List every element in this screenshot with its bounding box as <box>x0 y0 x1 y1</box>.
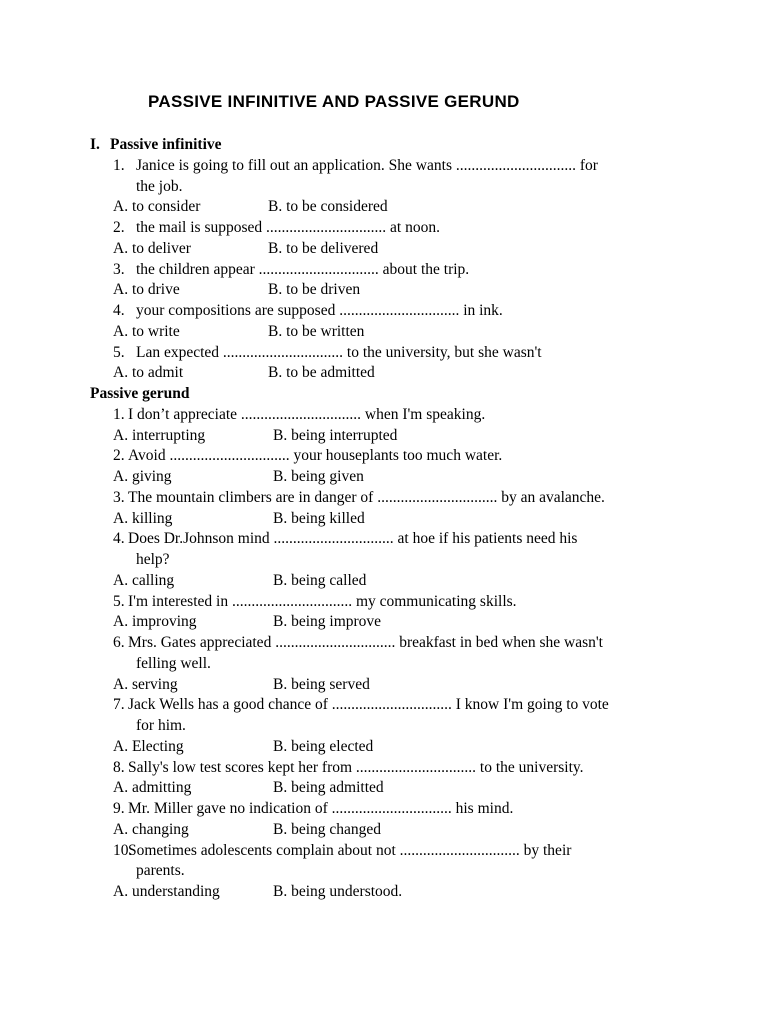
option-b: B. being improve <box>273 613 382 631</box>
question-number: 5. <box>113 343 125 361</box>
option-a: A. giving <box>113 468 172 485</box>
worksheet-content <box>90 135 690 903</box>
question-text: Lan expected ............................... to the university, but she wasn't <box>136 343 542 361</box>
option-b: B. being understood. <box>273 883 403 900</box>
section-heading-passive-infinitive <box>90 135 690 156</box>
question-line <box>90 799 690 820</box>
option-a: A. to write <box>113 322 180 340</box>
option-a: A. to deliver <box>113 239 191 257</box>
question-number: 8. <box>113 758 125 776</box>
answer-options <box>90 820 690 841</box>
question-line <box>90 301 690 322</box>
question-continuation: the job. <box>136 177 183 195</box>
option-b: B. to be admitted <box>268 364 375 382</box>
question-line <box>90 405 690 426</box>
question-text: Avoid ............................... your houseplants too much water. <box>128 447 503 465</box>
answer-options <box>90 322 690 343</box>
option-b: B. to be written <box>268 322 365 340</box>
question-number: 2. <box>113 219 125 236</box>
answer-options <box>90 675 690 696</box>
option-b: B. to be driven <box>268 281 361 299</box>
option-b: B. being interrupted <box>273 426 398 444</box>
question-text: I'm interested in ............................... my communicating skills. <box>128 592 517 610</box>
option-b: B. to be delivered <box>268 239 379 257</box>
question-line <box>90 446 690 467</box>
question-number: 10. <box>113 841 133 859</box>
question-continuation: parents. <box>136 862 185 880</box>
option-a: A. Electing <box>113 737 184 755</box>
question-number: 2. <box>113 447 125 465</box>
option-a: A. to drive <box>113 281 180 299</box>
option-a: A. admitting <box>113 779 192 797</box>
question-line <box>90 695 690 716</box>
option-b: B. being changed <box>273 820 382 838</box>
answer-options <box>90 197 690 218</box>
option-a: A. serving <box>113 675 178 693</box>
answer-options <box>90 280 690 301</box>
question-number: 9. <box>113 800 125 817</box>
question-number: 5. <box>113 592 125 610</box>
question-line <box>90 343 690 364</box>
question-line <box>90 156 690 177</box>
question-line <box>90 529 690 550</box>
answer-options <box>90 467 690 488</box>
question-continuation: for him. <box>136 717 186 734</box>
question-text: the mail is supposed ............................... at noon. <box>136 219 440 236</box>
question-number: 7. <box>113 696 125 714</box>
section-number: I. <box>90 136 100 153</box>
question-text: Sally's low test scores kept her from ............................... to the university. <box>128 758 584 776</box>
question-text: The mountain climbers are in danger of ............................... by an avalanche. <box>128 488 605 506</box>
answer-options <box>90 737 690 758</box>
question-number: 1. <box>113 405 125 423</box>
option-b: B. being given <box>273 468 364 485</box>
question-number: 4. <box>113 302 125 319</box>
answer-options <box>90 778 690 799</box>
question-text: Jack Wells has a good chance of ............................... I know I'm going to vote <box>128 696 609 714</box>
option-a: A. improving <box>113 613 197 631</box>
option-a: A. killing <box>113 509 173 527</box>
answer-options <box>90 363 690 384</box>
question-continuation: felling well. <box>136 654 211 672</box>
option-a: A. interrupting <box>113 426 206 444</box>
answer-options <box>90 239 690 260</box>
question-text: Sometimes adolescents complain about not ............................... by their <box>128 841 572 859</box>
option-a: A. to consider <box>113 198 201 216</box>
option-b: B. being elected <box>273 737 374 755</box>
question-number: 3. <box>113 260 125 278</box>
option-b: B. being killed <box>273 509 365 527</box>
question-line <box>90 488 690 509</box>
question-number: 6. <box>113 634 125 651</box>
question-text: Mrs. Gates appreciated ............................... breakfast in bed when she wasn't <box>128 634 603 651</box>
question-line <box>90 758 690 779</box>
question-number: 4. <box>113 530 125 548</box>
option-a: A. changing <box>113 820 189 838</box>
answer-options <box>90 426 690 447</box>
option-b: B. being called <box>273 571 367 589</box>
question-text: your compositions are supposed ............................... in ink. <box>136 302 503 319</box>
option-b: B. being admitted <box>273 779 384 797</box>
answer-options <box>90 612 690 633</box>
question-line <box>90 218 690 239</box>
question-text: Janice is going to fill out an application. She wants ............................... for <box>136 156 598 174</box>
option-b: B. to be considered <box>268 198 388 216</box>
section-heading-passive-gerund <box>90 384 690 405</box>
option-b: B. being served <box>273 675 370 693</box>
question-number: 1. <box>113 156 125 174</box>
question-text: Mr. Miller gave no indication of ............................... his mind. <box>128 800 514 817</box>
section-heading-text: Passive gerund <box>90 385 190 402</box>
question-line <box>90 633 690 654</box>
section-heading-text: Passive infinitive <box>110 136 222 153</box>
question-number: 3. <box>113 488 125 506</box>
option-a: A. understanding <box>113 883 220 900</box>
question-text: I don’t appreciate ............................... when I'm speaking. <box>128 405 486 423</box>
question-continuation: help? <box>136 551 170 568</box>
question-line <box>90 260 690 281</box>
answer-options <box>90 571 690 592</box>
question-text: Does Dr.Johnson mind ............................... at hoe if his patients need his <box>128 530 578 548</box>
option-a: A. calling <box>113 571 175 589</box>
page-title: PASSIVE INFINITIVE AND PASSIVE GERUND <box>148 92 520 111</box>
question-line <box>90 592 690 613</box>
option-a: A. to admit <box>113 364 184 382</box>
answer-options <box>90 882 690 903</box>
question-line <box>90 841 690 862</box>
answer-options <box>90 509 690 530</box>
question-text: the children appear ............................... about the trip. <box>136 260 470 278</box>
